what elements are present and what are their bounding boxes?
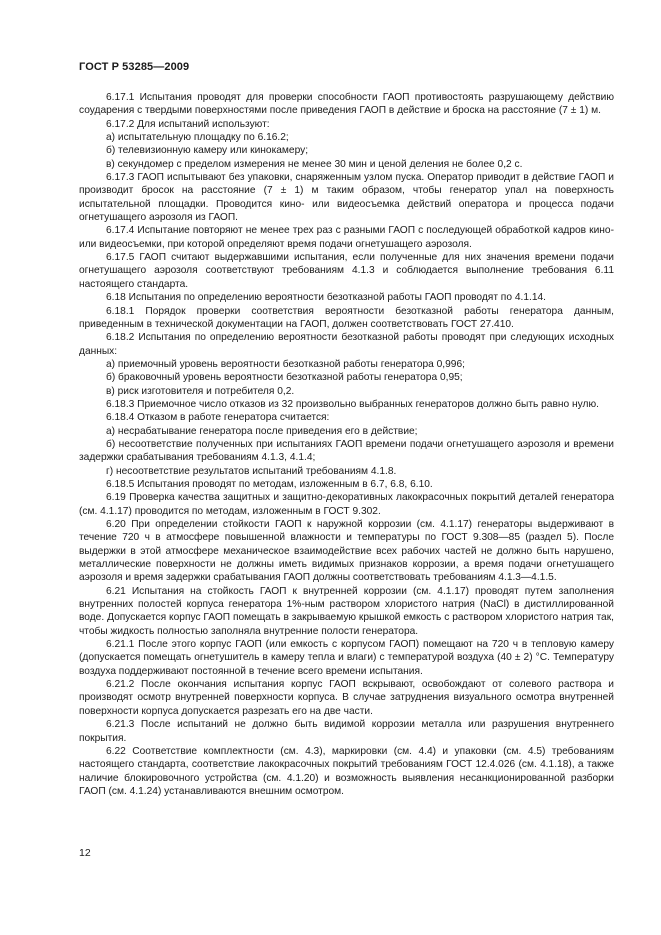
list-item: а) испытательную площадку по 6.16.2; (106, 132, 289, 144)
page-number: 12 (79, 847, 91, 859)
list-item: г) несоответствие результатов испытаний требованиям 4.1.8. (106, 465, 397, 477)
paragraph-6-18: 6.18 Испытания по определению вероятности безотказной работы ГАОП проводят по 4.1.14. (106, 292, 546, 304)
list-item: б) браковочный уровень вероятности безотказной работы генератора 0,95; (106, 372, 463, 384)
list-item: в) риск изготовителя и потребителя 0,2. (106, 385, 295, 397)
paragraph-6-21: 6.21 Испытания на стойкость ГАОП к внутренней коррозии (см. 4.1.17) проводят путем заполнения внутренних полостей корпуса генератора 1%-ным раствором хлористого натрия (NaCl) в дистиллированной воде. Допускается корпус ГАОП помещать в закрываемую крышкой емкость с раствором хлористого натрия так, чтобы жидкость полностью заполняла внутренние полости генератора. (79, 585, 614, 637)
paragraph-6-18-5: 6.18.5 Испытания проводят по методам, изложенным в 6.7, 6.8, 6.10. (106, 478, 433, 490)
paragraph-6-19: 6.19 Проверка качества защитных и защитно-декоративных лакокрасочных покрытий деталей генератора (см. 4.1.17) проводится по методам, изложенным в ГОСТ 9.302. (79, 492, 614, 517)
document-header: ГОСТ Р 53285—2009 (79, 61, 190, 73)
paragraph-6-18-4: 6.18.4 Отказом в работе генератора считается: (106, 412, 330, 424)
list-item: а) несрабатывание генератора после приведения его в действие; (106, 425, 418, 437)
paragraph-6-21-1: 6.21.1 После этого корпус ГАОП (или емкость с корпусом ГАОП) помещают на 720 ч в тепловую камеру (допускается помещать огнетушитель в камеру тепла и влаги) с температурой воздуха (40 ± 2) °С. Температуру воздуха поддерживают постоянной в течение всего времени испытания. (79, 639, 614, 677)
paragraph-6-18-3: 6.18.3 Приемочное число отказов из 32 произвольно выбранных генераторов должно быть равно нулю. (106, 398, 599, 410)
paragraph-6-18-1: 6.18.1 Порядок проверки соответствия вероятности безотказной работы генератора данным, приведенным в технической документации на ГАОП, должен соответствовать ГОСТ 27.410. (79, 305, 614, 330)
paragraph-6-17-4: 6.17.4 Испытание повторяют не менее трех раз с разными ГАОП с последующей обработкой кадров кино- или видеосъемки, при которой определяют время подачи огнетушащего аэрозоля. (79, 225, 614, 250)
document-body (79, 91, 614, 798)
list-item: б) несоответствие полученных при испытаниях ГАОП времени подачи огнетушащего аэрозоля и времени задержки срабатывания требованиям 4.1.3, 4.1.4; (79, 438, 614, 464)
paragraph-6-17-3: 6.17.3 ГАОП испытывают без упаковки, снаряженным узлом пуска. Оператор приводит в действие ГАОП и производит бросок на расстояние (7 ± 1) м таким образом, чтобы генератор упал на поверхность испытательной площадки. Проводится кино- или видеосъемка действий оператора и процесса подачи огнетушащего аэрозоля из ГАОП. (79, 172, 614, 224)
paragraph-6-17-2: 6.17.2 Для испытаний используют: (106, 118, 270, 130)
paragraph-6-18-2: 6.18.2 Испытания по определению вероятности безотказной работы проводят при следующих исходных данных: (79, 332, 614, 357)
paragraph-6-21-2: 6.21.2 После окончания испытания корпус ГАОП вскрывают, освобождают от солевого раствора и производят осмотр внутренней поверхности корпуса. В случае затруднения визуального осмотра внутренней поверхности корпуса допускается разрезать его на две части. (79, 679, 614, 717)
paragraph-6-17-1: 6.17.1 Испытания проводят для проверки способности ГАОП противостоять разрушающему действию соударения с твердыми поверхностями после приведения ГАОП в действие и броска на расстояние (7 ± 1) м. (79, 92, 614, 117)
list-item: в) секундомер с пределом измерения не менее 30 мин и ценой деления не более 0,2 с. (106, 158, 523, 170)
paragraph-6-17-5: 6.17.5 ГАОП считают выдержавшими испытания, если полученные для них значения времени подачи огнетушащего аэрозоля соответствуют требованиям 4.1.3 и соблюдается выполнение требования 6.11 настоящего стандарта. (79, 252, 614, 290)
paragraph-6-20: 6.20 При определении стойкости ГАОП к наружной коррозии (см. 4.1.17) генераторы выдерживают в течение 720 ч в атмосфере повышенной влажности и температуры по ГОСТ 9.308—85 (раздел 5). После выдержки в этой атмосфере механическое взаимодействие всех рабочих частей не должно быть нарушено, металлические поверхности не должны иметь видимых признаков коррозии, а время подачи огнетушащего аэрозоля и время задержки срабатывания ГАОП должны соответствовать требованиям 4.1.3—4.1.5. (79, 519, 614, 584)
list-item: б) телевизионную камеру или кинокамеру; (106, 145, 309, 157)
paragraph-6-21-3: 6.21.3 После испытаний не должно быть видимой коррозии металла или разрушения внутреннего покрытия. (79, 719, 614, 744)
list-item: а) приемочный уровень вероятности безотказной работы генератора 0,996; (106, 358, 465, 370)
paragraph-6-22: 6.22 Соответствие комплектности (см. 4.3), маркировки (см. 4.4) и упаковки (см. 4.5) требованиям настоящего стандарта, соответствие лакокрасочных покрытий требованиям ГОСТ 12.4.026 (см. 4.1.18), а также наличие блокировочного устройства (см. 4.1.20) и возможность выявления несанкционированной разборки ГАОП (см. 4.1.24) устанавливаются внешним осмотром. (79, 745, 614, 797)
